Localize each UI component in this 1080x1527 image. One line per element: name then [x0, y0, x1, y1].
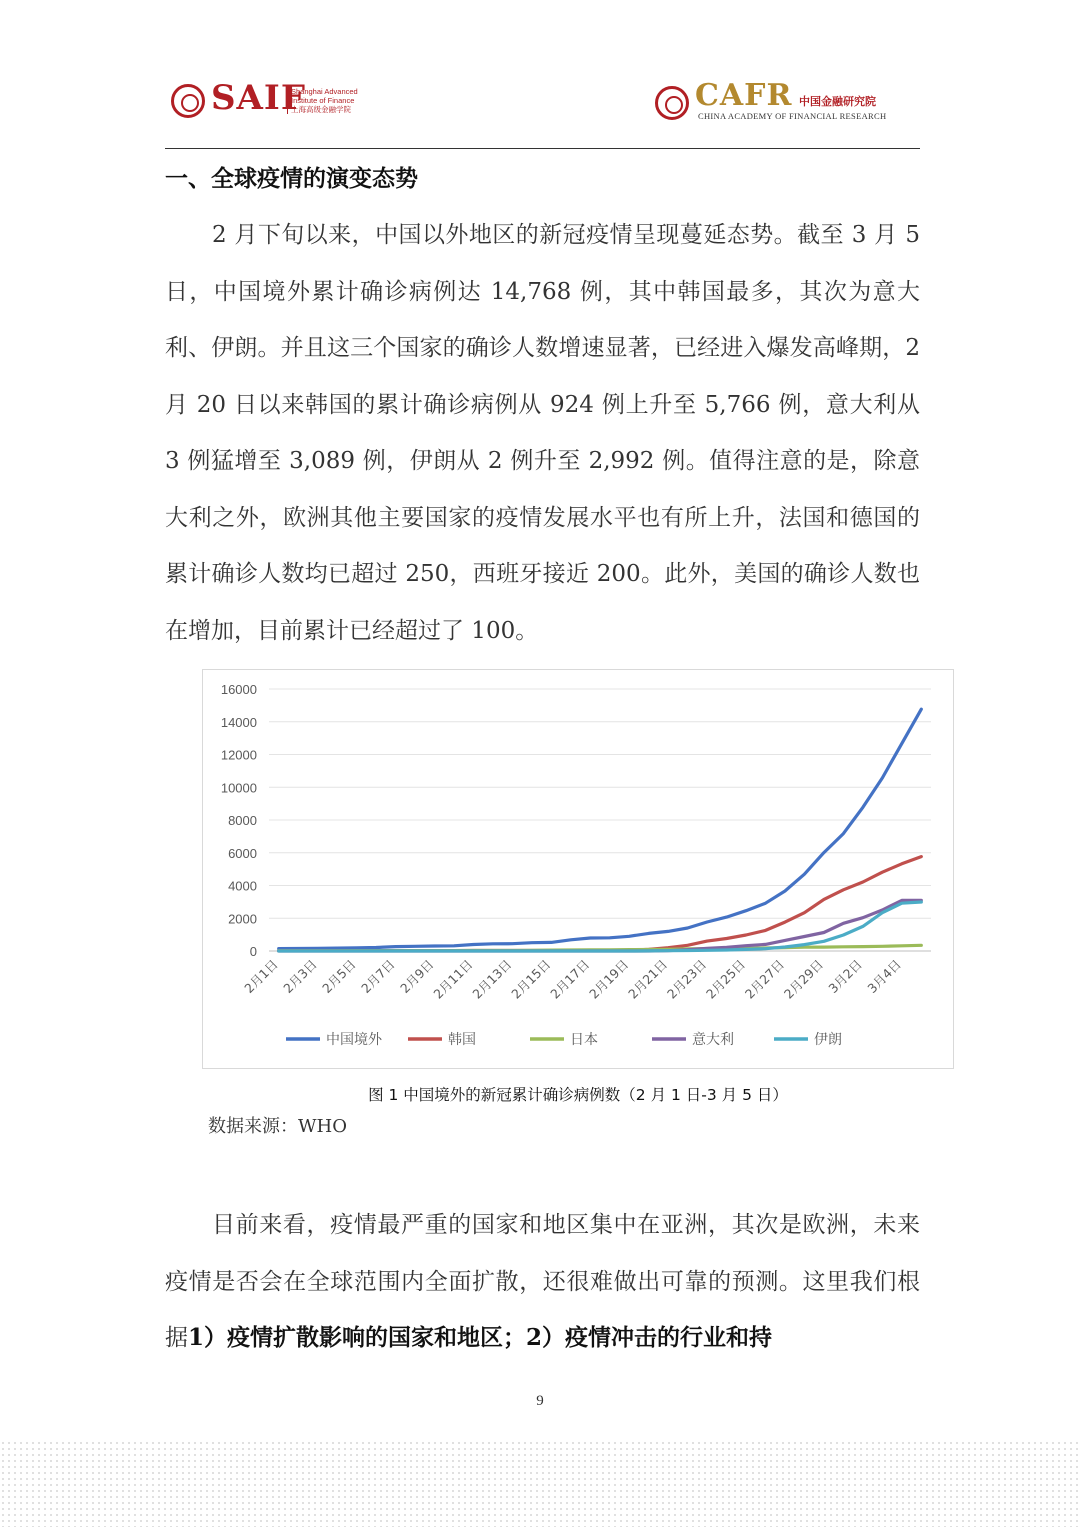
figure-source: 数据来源：WHO: [208, 1116, 347, 1137]
page-number: 9: [536, 1393, 544, 1409]
body-paragraph-1: 2 月下旬以来，中国以外地区的新冠疫情呈现蔓延态势。截至 3 月 5 日，中国境外累计确诊病例达 14,768 例，其中韩国最多，其次为意大利、伊朗。并且这三个国家的确诊人数增速显著，已经进入爆发高峰期，2 月 20 日以来韩国的累计确诊病例从 924 例上升至 5,766 例，意大利从 3 例猛增至 3,089 例，伊朗从 2 例升至 2,992 例。值得注意的是，除意大利之外，欧洲其他主要国家的疫情发展水平也有所上升，法国和德国的累计确诊人数均已超过 250，西班牙接近 200。此外，美国的确诊人数也在增加，目前累计已经超过了 100。: [165, 222, 920, 644]
x-tick-label: 2月11日: [430, 956, 476, 1002]
legend-label: 日本: [570, 1032, 598, 1048]
cafr-chinese-name: 中国金融研究院: [799, 95, 876, 108]
legend-label: 伊朗: [814, 1032, 842, 1048]
x-tick-label: 3月2日: [825, 956, 865, 997]
page-header: [165, 78, 920, 148]
x-tick-label: 2月21日: [625, 956, 671, 1002]
x-tick-label: 2月29日: [780, 956, 827, 1002]
legend-label: 意大利: [692, 1032, 734, 1048]
series-line: [279, 902, 922, 951]
saif-subtitle-line: 上海高级金融学院: [291, 105, 351, 114]
figure-caption: 图 1 中国境外的新冠累计确诊病例数（2 月 1 日-3 月 5 日）: [368, 1086, 788, 1104]
y-tick-label: 4000: [228, 878, 257, 894]
x-tick-label: 2月17日: [547, 956, 593, 1002]
x-tick-label: 2月15日: [508, 956, 554, 1002]
x-tick-label: 2月25日: [702, 956, 749, 1002]
x-tick-label: 2月13日: [469, 956, 515, 1002]
x-tick-label: 2月9日: [397, 956, 437, 997]
series-line: [279, 709, 922, 948]
y-tick-label: 10000: [220, 780, 257, 796]
x-tick-label: 2月3日: [280, 956, 320, 997]
chart-canvas: [203, 670, 955, 1070]
x-tick-label: 2月19日: [586, 956, 632, 1002]
legend-label: 韩国: [448, 1032, 476, 1048]
x-tick-label: 2月27日: [741, 956, 788, 1002]
y-tick-label: 8000: [228, 813, 257, 828]
saif-logo-text: SAIF: [211, 78, 306, 118]
y-tick-label: 2000: [228, 911, 257, 927]
body-paragraph-2: [165, 1197, 920, 1367]
legend-label: 中国境外: [326, 1032, 382, 1048]
y-tick-label: 14000: [220, 714, 257, 730]
cafr-logo-text: CAFR: [695, 78, 793, 113]
footer-dot-pattern: [0, 1440, 1080, 1527]
y-tick-label: 16000: [220, 682, 257, 697]
x-tick-label: 2月23日: [664, 956, 710, 1002]
saif-seal-icon: [171, 84, 205, 118]
paragraph-2-text: 目前来看，疫情最严重的国家和地区集中在亚洲，其次是欧洲，未来疫情是否会在全球范围内全面扩散，还很难做出可靠的预测。这里我们根据: [165, 1212, 920, 1351]
header-divider: [165, 148, 920, 149]
series-line: [279, 900, 922, 951]
saif-logo-subtitle: [287, 87, 358, 114]
cafr-seal-icon: [655, 86, 689, 120]
y-tick-label: 6000: [228, 845, 257, 861]
section-heading: 一、全球疫情的演变态势: [165, 166, 418, 192]
y-tick-label: 0: [249, 944, 257, 959]
cafr-english-name: CHINA ACADEMY OF FINANCIAL RESEARCH: [698, 111, 887, 121]
saif-subtitle-line: Shanghai Advanced: [291, 87, 358, 96]
paragraph-2-bold-text: 1）疫情扩散影响的国家和地区；2）疫情冲击的行业和持: [188, 1324, 773, 1351]
x-tick-label: 2月5日: [319, 956, 359, 997]
saif-subtitle-line: Institute of Finance: [291, 96, 355, 105]
line-chart: [202, 669, 954, 1069]
x-tick-label: 2月1日: [241, 956, 281, 997]
x-tick-label: 2月7日: [358, 956, 398, 997]
y-tick-label: 12000: [220, 747, 257, 763]
x-tick-label: 3月4日: [864, 956, 904, 997]
